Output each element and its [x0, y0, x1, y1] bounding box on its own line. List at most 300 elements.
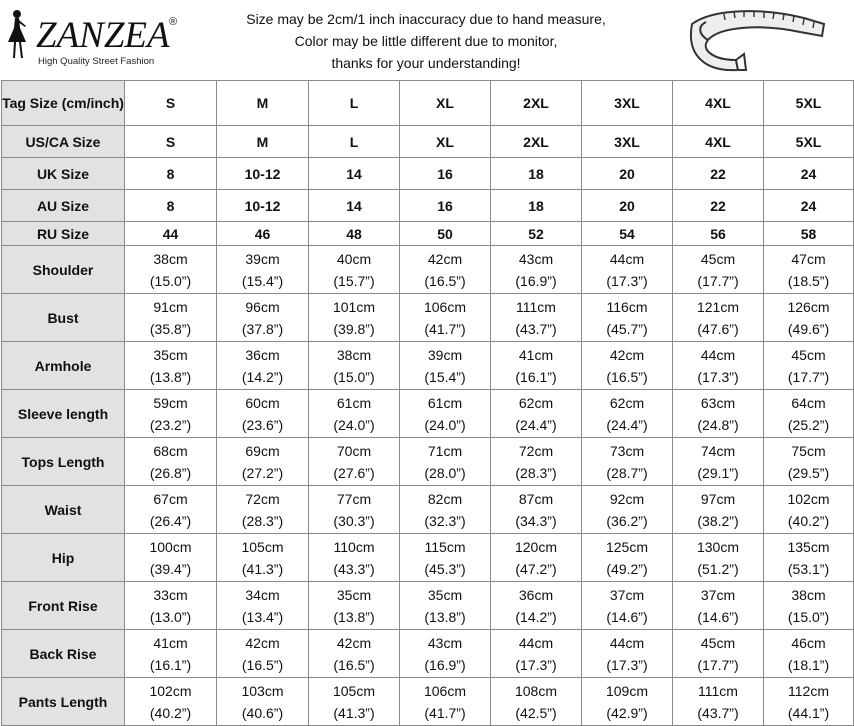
cm-value: 44cm	[609, 250, 645, 267]
cm-value: 38cm	[791, 586, 826, 603]
cm-value: 44cm	[700, 346, 736, 363]
measurement-cell	[582, 630, 673, 678]
size-cell: 46	[217, 222, 309, 246]
size-cell: 54	[582, 222, 673, 246]
cm-value: 41cm	[153, 634, 188, 651]
inch-value: (17.3”)	[515, 656, 557, 673]
measurement-cell	[400, 390, 491, 438]
cm-value: 97cm	[700, 490, 736, 507]
inch-value: (18.1”)	[787, 656, 830, 673]
brand-logo	[4, 6, 184, 68]
measurement-cell	[400, 342, 491, 390]
measurement-row	[2, 246, 854, 294]
measurement-cell	[764, 294, 854, 342]
size-cell: 50	[400, 222, 491, 246]
measurement-cell	[309, 582, 400, 630]
measurement-cell	[400, 294, 491, 342]
inch-value: (24.0”)	[424, 416, 466, 433]
inch-value: (49.2”)	[606, 560, 648, 577]
cm-value: 42cm	[336, 634, 372, 651]
size-cell: 24	[764, 190, 854, 222]
cm-value: 82cm	[427, 490, 463, 507]
measurement-notice	[216, 8, 636, 74]
cm-value: 91cm	[153, 298, 188, 315]
measuring-tape-icon	[684, 4, 834, 76]
cm-value: 37cm	[609, 586, 645, 603]
size-cell: 3XL	[582, 81, 673, 126]
inch-value: (43.7”)	[697, 704, 739, 721]
cm-value: 45cm	[791, 346, 826, 363]
cm-value: 111cm	[516, 298, 556, 315]
measurement-cell	[217, 342, 309, 390]
size-cell: 5XL	[764, 126, 854, 158]
inch-value: (41.3”)	[333, 704, 375, 721]
header	[0, 0, 854, 80]
cm-value: 61cm	[427, 394, 463, 411]
row-label: Shoulder	[2, 246, 125, 294]
measurement-cell	[125, 390, 217, 438]
measurement-cell	[309, 534, 400, 582]
measurement-cell	[764, 342, 854, 390]
size-cell: 20	[582, 158, 673, 190]
cm-value: 112cm	[788, 682, 829, 699]
size-cell: S	[125, 81, 217, 126]
measurement-cell	[673, 438, 764, 486]
inch-value: (24.0”)	[333, 416, 375, 433]
cm-value: 62cm	[518, 394, 554, 411]
size-row	[2, 190, 854, 222]
measurement-cell	[491, 678, 582, 726]
measurement-row	[2, 678, 854, 726]
cm-value: 111cm	[698, 682, 738, 699]
cm-value: 38cm	[153, 250, 188, 267]
measurement-cell	[125, 246, 217, 294]
measurement-cell	[673, 582, 764, 630]
inch-value: (14.2”)	[515, 608, 557, 625]
cm-value: 126cm	[787, 298, 830, 315]
cm-value: 33cm	[153, 586, 188, 603]
size-cell: 56	[673, 222, 764, 246]
size-cell: 16	[400, 158, 491, 190]
inch-value: (17.3”)	[697, 368, 739, 385]
size-cell: 14	[309, 190, 400, 222]
measurement-cell	[491, 486, 582, 534]
size-cell: 22	[673, 158, 764, 190]
inch-value: (24.4”)	[515, 416, 557, 433]
inch-value: (16.9”)	[515, 272, 557, 289]
row-label: Tag Size (cm/inch)	[2, 81, 125, 126]
row-label: Back Rise	[2, 630, 125, 678]
measurement-row	[2, 486, 854, 534]
measurement-cell	[400, 246, 491, 294]
cm-value: 102cm	[787, 490, 830, 507]
size-cell: 44	[125, 222, 217, 246]
measurement-cell	[582, 582, 673, 630]
measurement-cell	[400, 438, 491, 486]
cm-value: 43cm	[427, 634, 463, 651]
inch-value: (42.9”)	[606, 704, 648, 721]
inch-value: (16.5”)	[606, 368, 648, 385]
cm-value: 75cm	[791, 442, 826, 459]
cm-value: 41cm	[518, 346, 554, 363]
inch-value: (28.7”)	[606, 464, 648, 481]
measurement-cell	[309, 486, 400, 534]
inch-value: (16.5”)	[424, 272, 466, 289]
measurement-cell	[764, 246, 854, 294]
cm-value: 61cm	[336, 394, 372, 411]
measurement-row	[2, 438, 854, 486]
inch-value: (28.3”)	[241, 512, 284, 529]
size-cell: 3XL	[582, 126, 673, 158]
inch-value: (49.6”)	[787, 320, 830, 337]
measurement-cell	[400, 534, 491, 582]
size-row	[2, 81, 854, 126]
inch-value: (15.0”)	[333, 368, 375, 385]
cm-value: 36cm	[245, 346, 280, 363]
cm-value: 39cm	[245, 250, 280, 267]
inch-value: (45.7”)	[606, 320, 648, 337]
cm-value: 125cm	[605, 538, 649, 555]
row-label: RU Size	[2, 222, 125, 246]
cm-value: 106cm	[423, 682, 467, 699]
cm-value: 106cm	[423, 298, 467, 315]
cm-value: 44cm	[609, 634, 645, 651]
cm-value: 103cm	[241, 682, 284, 699]
measurement-cell	[309, 246, 400, 294]
measurement-cell	[217, 294, 309, 342]
measurement-cell	[582, 342, 673, 390]
inch-value: (14.6”)	[606, 608, 648, 625]
measurement-cell	[673, 342, 764, 390]
size-cell: L	[309, 126, 400, 158]
cm-value: 105cm	[332, 682, 376, 699]
measurement-row	[2, 390, 854, 438]
cm-value: 43cm	[518, 250, 554, 267]
inch-value: (30.3”)	[333, 512, 375, 529]
inch-value: (13.8”)	[149, 368, 192, 385]
inch-value: (51.2”)	[697, 560, 739, 577]
notice-line-3: thanks for your understanding!	[331, 55, 521, 71]
measurement-cell	[491, 582, 582, 630]
cm-value: 96cm	[245, 298, 280, 315]
notice-line-2: Color may be little different due to monitor,	[294, 33, 558, 49]
size-cell: 8	[125, 158, 217, 190]
inch-value: (16.1”)	[515, 368, 557, 385]
inch-value: (40.6”)	[241, 704, 284, 721]
size-row	[2, 126, 854, 158]
inch-value: (16.5”)	[333, 656, 375, 673]
measurement-cell	[673, 630, 764, 678]
measurement-cell	[491, 246, 582, 294]
measurement-cell	[309, 342, 400, 390]
measurement-cell	[217, 438, 309, 486]
inch-value: (14.2”)	[241, 368, 284, 385]
measurement-cell	[673, 534, 764, 582]
row-label: Waist	[2, 486, 125, 534]
inch-value: (38.2”)	[697, 512, 739, 529]
measurement-cell	[764, 582, 854, 630]
cm-value: 72cm	[245, 490, 280, 507]
size-cell: 4XL	[673, 81, 764, 126]
inch-value: (13.8”)	[333, 608, 375, 625]
inch-value: (15.0”)	[149, 272, 192, 289]
measurement-cell	[217, 534, 309, 582]
measurement-cell	[673, 486, 764, 534]
measurement-cell	[764, 438, 854, 486]
size-cell: 4XL	[673, 126, 764, 158]
size-row	[2, 158, 854, 190]
measurement-cell	[309, 390, 400, 438]
measurement-row	[2, 630, 854, 678]
inch-value: (27.6”)	[333, 464, 375, 481]
measurement-cell	[491, 294, 582, 342]
measurement-cell	[125, 582, 217, 630]
measurement-cell	[582, 678, 673, 726]
inch-value: (16.9”)	[424, 656, 466, 673]
measurement-cell	[125, 342, 217, 390]
cm-value: 37cm	[700, 586, 736, 603]
row-label: Sleeve length	[2, 390, 125, 438]
measurement-cell	[764, 678, 854, 726]
cm-value: 108cm	[514, 682, 558, 699]
measurement-cell	[673, 246, 764, 294]
cm-value: 72cm	[518, 442, 554, 459]
measurement-cell	[582, 246, 673, 294]
cm-value: 115cm	[424, 538, 466, 555]
cm-value: 47cm	[791, 250, 826, 267]
cm-value: 63cm	[700, 394, 736, 411]
cm-value: 71cm	[427, 442, 463, 459]
cm-value: 45cm	[700, 634, 736, 651]
measurement-cell	[400, 582, 491, 630]
cm-value: 130cm	[696, 538, 740, 555]
inch-value: (28.0”)	[424, 464, 466, 481]
inch-value: (36.2”)	[606, 512, 648, 529]
measurement-cell	[400, 678, 491, 726]
cm-value: 69cm	[245, 442, 280, 459]
inch-value: (35.8”)	[149, 320, 192, 337]
inch-value: (13.8”)	[424, 608, 466, 625]
cm-value: 38cm	[336, 346, 372, 363]
cm-value: 40cm	[336, 250, 372, 267]
size-cell: 5XL	[764, 81, 854, 126]
measurement-cell	[125, 294, 217, 342]
size-cell: 24	[764, 158, 854, 190]
inch-value: (26.8”)	[149, 464, 192, 481]
size-cell: 52	[491, 222, 582, 246]
cm-value: 100cm	[149, 538, 192, 555]
measurement-cell	[491, 390, 582, 438]
measurement-cell	[491, 438, 582, 486]
measurement-row	[2, 342, 854, 390]
measurement-cell	[217, 246, 309, 294]
measurement-cell	[764, 390, 854, 438]
inch-value: (43.3”)	[333, 560, 375, 577]
brand-tagline: High Quality Street Fashion	[38, 56, 155, 67]
inch-value: (28.3”)	[515, 464, 557, 481]
measurement-cell	[764, 486, 854, 534]
measurement-cell	[309, 294, 400, 342]
measurement-cell	[400, 486, 491, 534]
inch-value: (17.7”)	[787, 368, 830, 385]
inch-value: (18.5”)	[787, 272, 830, 289]
inch-value: (26.4”)	[149, 512, 192, 529]
inch-value: (44.1”)	[787, 704, 830, 721]
measurement-row	[2, 294, 854, 342]
cm-value: 109cm	[605, 682, 649, 699]
inch-value: (39.4”)	[149, 560, 192, 577]
measurement-cell	[491, 342, 582, 390]
cm-value: 102cm	[149, 682, 192, 699]
measurement-cell	[582, 390, 673, 438]
size-cell: 18	[491, 190, 582, 222]
size-cell: 16	[400, 190, 491, 222]
measurement-cell	[673, 390, 764, 438]
inch-value: (23.2”)	[149, 416, 192, 433]
size-rows	[2, 81, 854, 246]
measurement-cell	[217, 390, 309, 438]
cm-value: 77cm	[336, 490, 372, 507]
cm-value: 105cm	[241, 538, 284, 555]
measurement-cell	[309, 678, 400, 726]
size-cell: M	[217, 81, 309, 126]
inch-value: (17.3”)	[606, 656, 648, 673]
measurement-cell	[764, 630, 854, 678]
measurement-cell	[400, 630, 491, 678]
inch-value: (29.1”)	[697, 464, 739, 481]
size-cell: 18	[491, 158, 582, 190]
size-cell: L	[309, 81, 400, 126]
inch-value: (17.7”)	[697, 656, 739, 673]
cm-value: 135cm	[787, 538, 830, 555]
inch-value: (17.3”)	[606, 272, 648, 289]
inch-value: (15.0”)	[787, 608, 830, 625]
inch-value: (40.2”)	[787, 512, 830, 529]
notice-line-1: Size may be 2cm/1 inch inaccuracy due to hand measure,	[246, 11, 606, 27]
inch-value: (47.2”)	[515, 560, 557, 577]
cm-value: 42cm	[245, 634, 280, 651]
measurement-cell	[673, 294, 764, 342]
cm-value: 87cm	[518, 490, 554, 507]
cm-value: 70cm	[336, 442, 372, 459]
inch-value: (39.8”)	[333, 320, 375, 337]
measurement-cell	[217, 486, 309, 534]
measurement-cell	[491, 630, 582, 678]
measurement-row	[2, 534, 854, 582]
measurement-cell	[582, 438, 673, 486]
size-cell: S	[125, 126, 217, 158]
inch-value: (47.6”)	[697, 320, 739, 337]
inch-value: (41.7”)	[424, 320, 466, 337]
inch-value: (15.4”)	[424, 368, 466, 385]
row-label: AU Size	[2, 190, 125, 222]
row-label: Bust	[2, 294, 125, 342]
cm-value: 110cm	[333, 538, 375, 555]
measurement-cell	[582, 294, 673, 342]
inch-value: (17.7”)	[697, 272, 739, 289]
measurement-cell	[491, 534, 582, 582]
cm-value: 60cm	[245, 394, 280, 411]
cm-value: 45cm	[700, 250, 736, 267]
inch-value: (13.0”)	[149, 608, 192, 625]
inch-value: (14.6”)	[697, 608, 739, 625]
size-cell: XL	[400, 126, 491, 158]
row-label: UK Size	[2, 158, 125, 190]
size-cell: 48	[309, 222, 400, 246]
cm-value: 42cm	[609, 346, 645, 363]
cm-value: 35cm	[336, 586, 372, 603]
measurement-rows	[2, 246, 854, 726]
inch-value: (32.3”)	[424, 512, 466, 529]
inch-value: (24.8”)	[697, 416, 739, 433]
cm-value: 46cm	[791, 634, 826, 651]
brand-name: ZANZEA	[36, 15, 170, 56]
cm-value: 67cm	[153, 490, 188, 507]
row-label: Tops Length	[2, 438, 125, 486]
size-cell: 2XL	[491, 126, 582, 158]
size-chart-table	[1, 80, 854, 726]
cm-value: 42cm	[427, 250, 463, 267]
cm-value: 35cm	[427, 586, 463, 603]
inch-value: (24.4”)	[606, 416, 648, 433]
cm-value: 44cm	[518, 634, 554, 651]
inch-value: (25.2”)	[787, 416, 830, 433]
inch-value: (29.5”)	[787, 464, 830, 481]
measurement-cell	[217, 582, 309, 630]
measurement-cell	[217, 630, 309, 678]
cm-value: 35cm	[153, 346, 188, 363]
cm-value: 73cm	[609, 442, 645, 459]
inch-value: (40.2”)	[149, 704, 192, 721]
inch-value: (27.2”)	[241, 464, 284, 481]
inch-value: (41.7”)	[424, 704, 466, 721]
cm-value: 64cm	[791, 394, 826, 411]
size-cell: 58	[764, 222, 854, 246]
inch-value: (16.5”)	[241, 656, 284, 673]
cm-value: 116cm	[606, 298, 648, 315]
cm-value: 92cm	[609, 490, 645, 507]
cm-value: 68cm	[153, 442, 188, 459]
inch-value: (15.7”)	[333, 272, 375, 289]
inch-value: (13.4”)	[241, 608, 284, 625]
inch-value: (34.3”)	[515, 512, 557, 529]
measurement-cell	[764, 534, 854, 582]
size-cell: 10-12	[217, 190, 309, 222]
cm-value: 121cm	[696, 298, 740, 315]
measurement-cell	[125, 438, 217, 486]
size-cell: XL	[400, 81, 491, 126]
cm-value: 36cm	[518, 586, 554, 603]
size-cell: 14	[309, 158, 400, 190]
measurement-cell	[125, 534, 217, 582]
inch-value: (37.8”)	[241, 320, 284, 337]
inch-value: (45.3”)	[424, 560, 466, 577]
measurement-cell	[125, 678, 217, 726]
cm-value: 62cm	[609, 394, 645, 411]
row-label: Armhole	[2, 342, 125, 390]
cm-value: 120cm	[514, 538, 558, 555]
measurement-cell	[582, 534, 673, 582]
inch-value: (41.3”)	[241, 560, 284, 577]
size-cell: 8	[125, 190, 217, 222]
measurement-cell	[125, 486, 217, 534]
size-cell: 22	[673, 190, 764, 222]
row-label: Front Rise	[2, 582, 125, 630]
inch-value: (23.6”)	[241, 416, 284, 433]
cm-value: 59cm	[153, 394, 188, 411]
cm-value: 74cm	[700, 442, 736, 459]
registered-mark: ®	[169, 16, 178, 28]
